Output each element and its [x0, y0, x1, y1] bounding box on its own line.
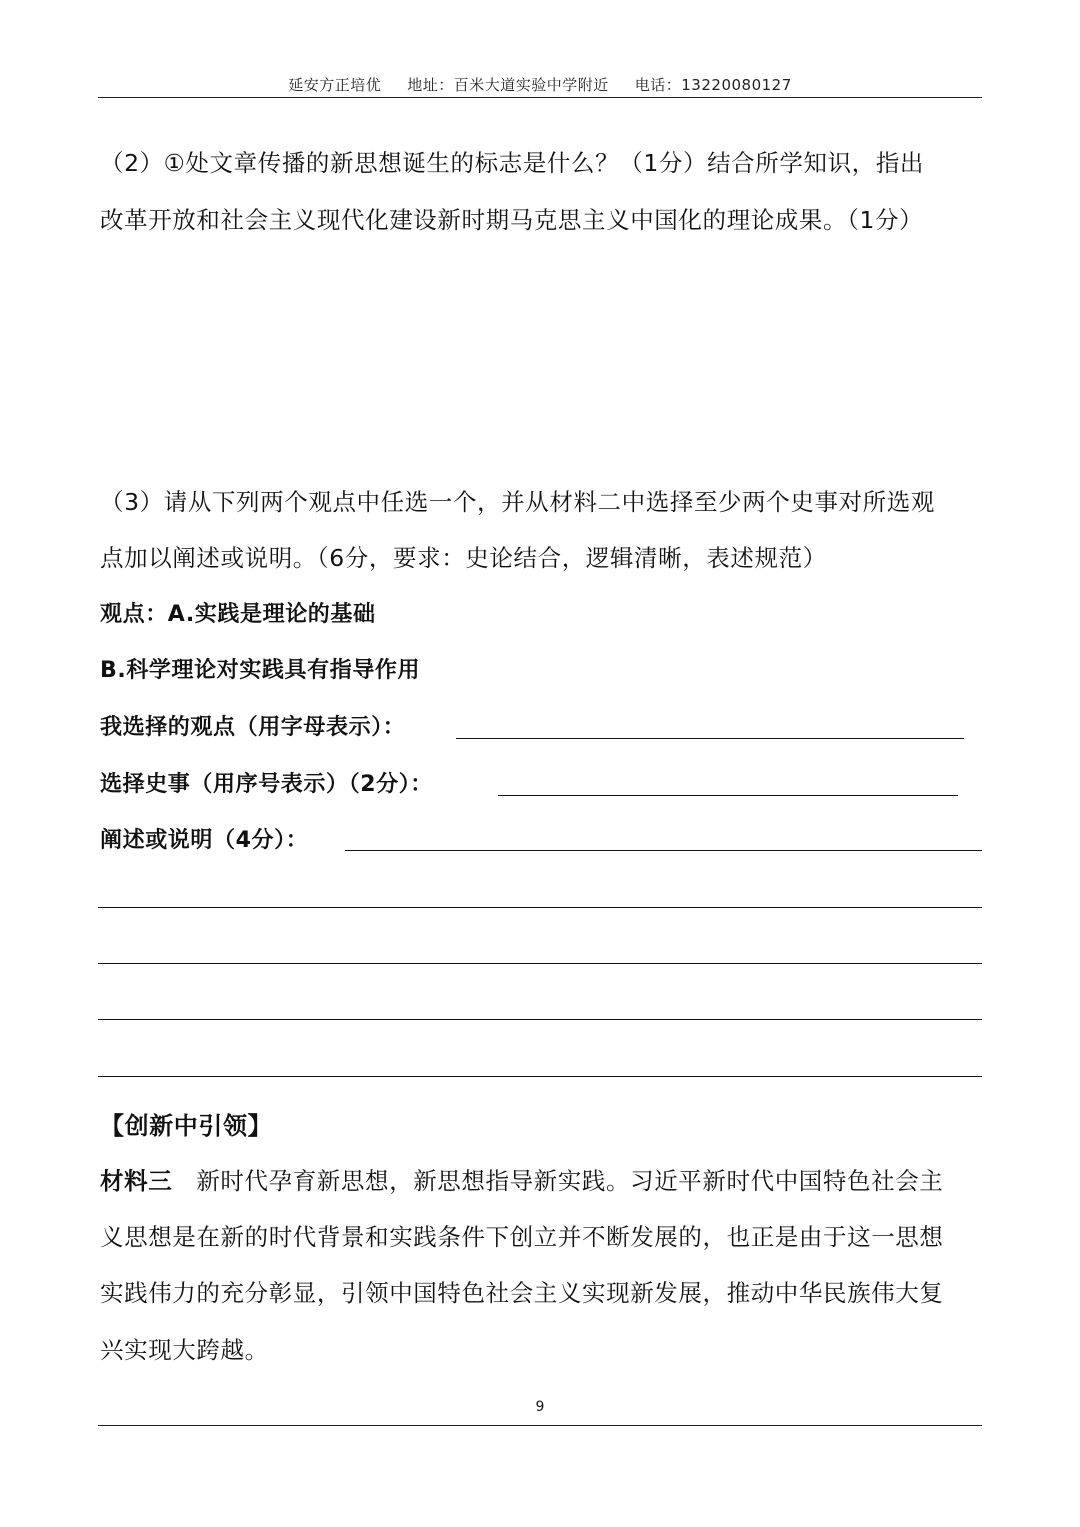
page-number: 9 [535, 1399, 545, 1415]
explain-label: 阐述或说明（4分）： [100, 828, 309, 853]
material-text: 新时代孕育新思想，新思想指导新实践。习近平新时代中国特色社会主 [196, 1167, 944, 1195]
q3-line-2: 点加以阐述或说明。（6分，要求：史论结合，逻辑清晰，表述规范） [100, 544, 827, 572]
page-header [0, 74, 1080, 95]
chosen-view-blank[interactable] [456, 738, 964, 739]
events-blank[interactable] [498, 795, 958, 796]
header-phone: 电话：13220080127 [634, 76, 792, 94]
answer-line[interactable] [98, 907, 982, 908]
q2-line-2: 改革开放和社会主义现代化建设新时期马克思主义中国化的理论成果。（1分） [100, 206, 924, 234]
view-b: B.科学理论对实践具有指导作用 [100, 658, 421, 683]
material-line-2: 义思想是在新的时代背景和实践条件下创立并不断发展的，也正是由于这一思想 [100, 1223, 944, 1251]
explain-blank[interactable] [345, 850, 982, 851]
header-rule [98, 97, 982, 98]
q3-line-1: （3）请从下列两个观点中任选一个，并从材料二中选择至少两个史事对所选观 [100, 488, 935, 516]
footer-rule [98, 1425, 982, 1426]
answer-line[interactable] [98, 963, 982, 964]
material-line-3: 实践伟力的充分彰显，引领中国特色社会主义实现新发展，推动中华民族伟大复 [100, 1279, 944, 1307]
material-line-4: 兴实现大跨越。 [100, 1336, 269, 1364]
material-line-1 [100, 1162, 943, 1196]
view-a: 观点：A.实践是理论的基础 [100, 602, 376, 627]
q2-line-1: （2）①处文章传播的新思想诞生的标志是什么？（1分）结合所学知识，指出 [100, 149, 924, 177]
chosen-view-label: 我选择的观点（用字母表示）： [100, 715, 406, 740]
answer-line[interactable] [98, 1019, 982, 1020]
material-label: 材料三 [100, 1167, 173, 1195]
events-label: 选择史事（用序号表示）（2分）： [100, 772, 433, 797]
header-org: 延安方正培优 [288, 76, 382, 94]
header-address: 地址：百米大道实验中学附近 [407, 76, 609, 94]
section-title: 【创新中引领】 [100, 1112, 273, 1140]
answer-line[interactable] [98, 1076, 982, 1077]
